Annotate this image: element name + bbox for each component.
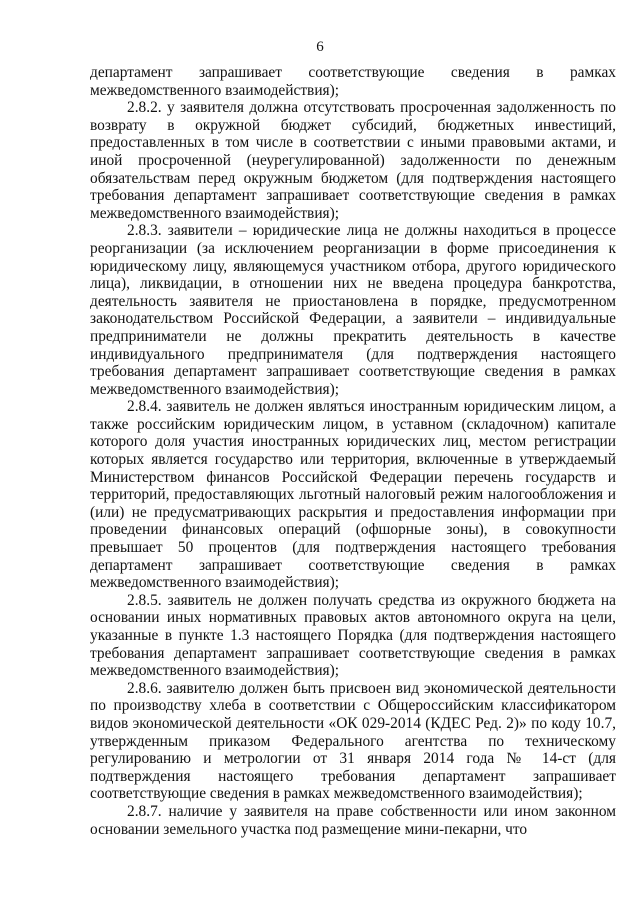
- paragraph-2-8-5: 2.8.5. заявитель не должен получать средства из окружного бюджета на основании иных нормативных правовых актов автономного округа на цели, указанные в пункте 1.3 настоящего Порядка (для подтверждения настоящего требования департамент запрашивает соответствующие сведения в рамках межведомственного взаимодействия);: [90, 591, 616, 680]
- document-body: [90, 64, 616, 838]
- paragraph-continuation: департамент запрашивает соответствующие сведения в рамках межведомственного взаимодействия);: [90, 64, 616, 99]
- page-number: 6: [316, 39, 324, 55]
- paragraph-2-8-4: 2.8.4. заявитель не должен являться иностранным юридическим лицом, а также российским юридическим лицом, в уставном (складочном) капитале которого доля участия иностранных юридических лиц, местом регистрации которых является государство или территория, включенные в утверждаемый Министерством финансов Российской Федерации перечень государств и территорий, предоставляющих льготный налоговый режим налогообложения и (или) не предусматривающих раскрытия и предоставления информации при проведении финансовых операций (офшорные зоны), в совокупности превышает 50 процентов (для подтверждения настоящего требования департамент запрашивает соответствующие сведения в рамках межведомственного взаимодействия);: [90, 398, 616, 592]
- paragraph-2-8-3: 2.8.3. заявители – юридические лица не должны находиться в процессе реорганизации (за исключением реорганизации в форме присоединения к юридическому лицу, являющемуся участником отбора, другого юридического лица), ликвидации, в отношении них не введена процедура банкротства, деятельность заявителя не приостановлена в порядке, предусмотренном законодательством Российской Федерации, а заявители – индивидуальные предприниматели не должны прекратить деятельность в качестве индивидуального предпринимателя (для подтверждения настоящего требования департамент запрашивает соответствующие сведения в рамках межведомственного взаимодействия);: [90, 222, 616, 398]
- paragraph-2-8-7: 2.8.7. наличие у заявителя на праве собственности или ином законном основании земельного участка под размещение мини-пекарни, что: [90, 802, 616, 838]
- paragraph-2-8-6: 2.8.6. заявителю должен быть присвоен вид экономической деятельности по производству хлеба в соответствии с Общероссийским классификатором видов экономической деятельности «ОК 029-2014 (КДЕС Ред. 2)» по коду 10.7, утвержденным приказом Федерального агентства по техническому регулированию и метрологии от 31 января 2014 года № 14-ст (для подтверждения настоящего требования департамент запрашивает соответствующие сведения в рамках межведомственного взаимодействия);: [90, 679, 616, 803]
- paragraph-2-8-2: 2.8.2. у заявителя должна отсутствовать просроченная задолженность по возврату в окружной бюджет субсидий, бюджетных инвестиций, предоставленных в том числе в соответствии с иными правовыми актами, и иной просроченной (неурегулированной) задолженности по денежным обязательствам перед окружным бюджетом (для подтверждения настоящего требования департамент запрашивает соответствующие сведения в рамках межведомственного взаимодействия);: [90, 99, 616, 222]
